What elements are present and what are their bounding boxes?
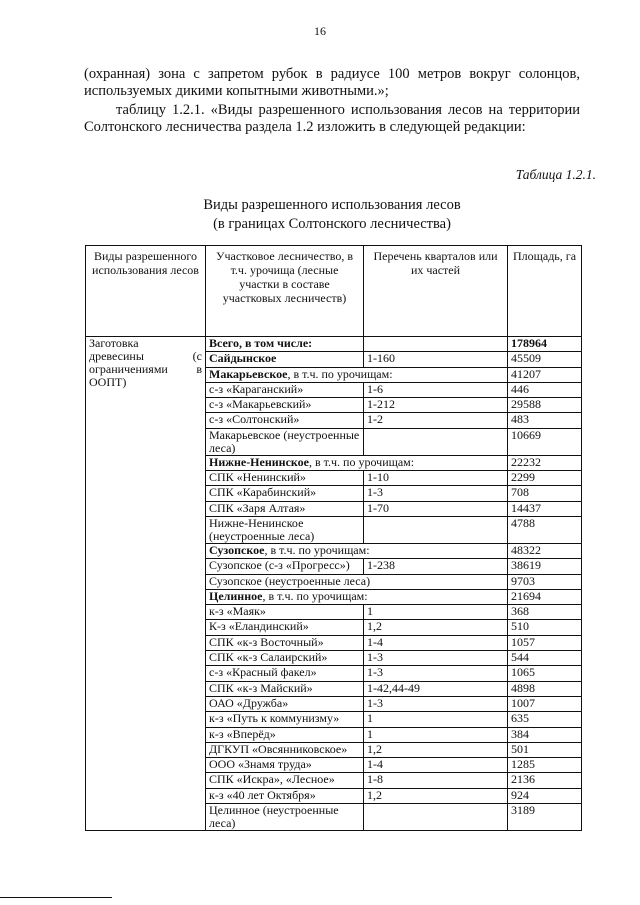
area-cell: 4898 — [508, 681, 582, 696]
area-cell: 483 — [508, 413, 582, 428]
area-cell: 3189 — [508, 804, 582, 831]
area-cell: 384 — [508, 727, 582, 742]
quarters-cell — [364, 804, 508, 831]
quarters-cell: 1-3 — [364, 666, 508, 681]
area-cell: 22232 — [508, 455, 582, 470]
use-type-line: древесины (с — [89, 349, 202, 363]
district-cell: с-з «Солтонский» — [206, 413, 364, 428]
district-cell: Всего, в том числе: — [206, 337, 364, 352]
page-number: 16 — [314, 24, 326, 38]
area-cell: 924 — [508, 788, 582, 803]
use-type-line: ограничениями в — [89, 362, 202, 376]
district-cell: к-з «Вперёд» — [206, 727, 364, 742]
district-suffix: , в т.ч. по урочищам: — [264, 542, 370, 557]
area-cell: 48322 — [508, 543, 582, 558]
quarters-cell: 1,2 — [364, 620, 508, 635]
quarters-cell: 1 — [364, 712, 508, 727]
district-cell: СПК «Карабинский» — [206, 486, 364, 501]
area-cell: 41207 — [508, 367, 582, 382]
district-name: Макарьевское — [209, 366, 288, 381]
district-cell: к-з «40 лет Октября» — [206, 788, 364, 803]
district-cell: Нижне-Ненинское (неустроенные леса) — [206, 516, 364, 543]
district-cell: СПК «Ненинский» — [206, 471, 364, 486]
area-cell: 708 — [508, 486, 582, 501]
header-area: Площадь, га — [508, 246, 582, 337]
area-cell: 21694 — [508, 589, 582, 604]
district-cell: Макарьевское (неустроенные леса) — [206, 428, 364, 455]
district-cell: К-з «Еландинский» — [206, 620, 364, 635]
quarters-cell: 1 — [364, 727, 508, 742]
area-cell: 178964 — [508, 337, 582, 352]
district-cell: ДГКУП «Овсянниковское» — [206, 742, 364, 757]
quarters-cell: 1-212 — [364, 398, 508, 413]
table-caption: Таблица 1.2.1. — [515, 167, 596, 182]
area-cell: 635 — [508, 712, 582, 727]
quarters-cell: 1,2 — [364, 788, 508, 803]
area-cell: 9703 — [508, 574, 582, 589]
district-cell — [206, 455, 508, 470]
district-cell: СПК «к-з Восточный» — [206, 635, 364, 650]
district-cell: Сузопское (с-з «Прогресс») — [206, 559, 364, 574]
district-suffix: , в т.ч. по урочищам: — [287, 366, 393, 381]
paragraph-table-instruction: таблицу 1.2.1. «Виды разрешенного использования лесов на территории Солтонского лесничества раздела 1.2 изложить в следующей редакции: — [84, 102, 580, 135]
district-cell — [206, 543, 508, 558]
area-cell: 368 — [508, 605, 582, 620]
district-name: Сузопское — [209, 542, 265, 557]
quarters-cell: 1-238 — [364, 559, 508, 574]
area-cell: 1057 — [508, 635, 582, 650]
quarters-cell: 1-8 — [364, 773, 508, 788]
area-cell: 446 — [508, 382, 582, 397]
table-title — [84, 196, 580, 234]
district-cell: СПК «к-з Салаирский» — [206, 651, 364, 666]
district-cell: с-з «Красный факел» — [206, 666, 364, 681]
district-cell: с-з «Макарьевский» — [206, 398, 364, 413]
quarters-cell: 1-160 — [364, 352, 508, 367]
quarters-cell: 1,2 — [364, 742, 508, 757]
use-type-line: ООПТ) — [89, 375, 127, 389]
district-cell: ООО «Знамя труда» — [206, 758, 364, 773]
quarters-cell — [364, 516, 508, 543]
header-quarters: Перечень кварталов или их частей — [364, 246, 508, 337]
district-cell: ОАО «Дружба» — [206, 696, 364, 711]
area-cell: 510 — [508, 620, 582, 635]
header-use-type: Виды разрешенного использования лесов — [86, 246, 206, 337]
district-name: Нижне-Ненинское — [209, 454, 309, 469]
quarters-cell — [364, 337, 508, 352]
area-cell: 14437 — [508, 501, 582, 516]
district-cell — [206, 589, 508, 604]
area-cell: 544 — [508, 651, 582, 666]
area-cell: 10669 — [508, 428, 582, 455]
area-cell: 45509 — [508, 352, 582, 367]
use-type-cell — [86, 337, 206, 831]
district-cell: Сайдынское — [206, 352, 364, 367]
district-cell: к-з «Путь к коммунизму» — [206, 712, 364, 727]
district-cell: с-з «Караганский» — [206, 382, 364, 397]
quarters-cell: 1-4 — [364, 758, 508, 773]
district-cell — [206, 367, 508, 382]
quarters-cell — [364, 428, 508, 455]
district-cell: к-з «Маяк» — [206, 605, 364, 620]
quarters-cell: 1-6 — [364, 382, 508, 397]
quarters-cell: 1-3 — [364, 651, 508, 666]
quarters-cell: 1-10 — [364, 471, 508, 486]
district-suffix: , в т.ч. по урочищам: — [262, 588, 368, 603]
quarters-cell: 1 — [364, 605, 508, 620]
district-cell: СПК «к-з Майский» — [206, 681, 364, 696]
area-cell: 501 — [508, 742, 582, 757]
district-suffix: , в т.ч. по урочищам: — [309, 454, 415, 469]
quarters-cell: 1-4 — [364, 635, 508, 650]
quarters-cell: 1-42,44-49 — [364, 681, 508, 696]
table-title-line2: (в границах Солтонского лесничества) — [213, 216, 451, 232]
district-cell: Целинное (неустроенные леса) — [206, 804, 364, 831]
district-cell: СПК «Искра», «Лесное» — [206, 773, 364, 788]
footnote-separator — [0, 897, 112, 898]
district-name: Целинное — [209, 588, 263, 603]
quarters-cell: 1-2 — [364, 413, 508, 428]
area-cell: 1065 — [508, 666, 582, 681]
paragraph-protected-zone: (охранная) зона с запретом рубок в радиусе 100 метров вокруг солонцов, используемых дикими копытными животными.»; — [84, 66, 580, 99]
area-cell: 4788 — [508, 516, 582, 543]
quarters-cell: 1-70 — [364, 501, 508, 516]
district-cell: СПК «Заря Алтая» — [206, 501, 364, 516]
area-cell: 38619 — [508, 559, 582, 574]
area-cell: 1285 — [508, 758, 582, 773]
header-district: Участковое лесничество, в т.ч. урочища (лесные участки в составе участковых лесничеств) — [206, 246, 364, 337]
area-cell: 29588 — [508, 398, 582, 413]
use-type-line: Заготовка — [89, 336, 139, 350]
area-cell: 2299 — [508, 471, 582, 486]
table-row — [86, 337, 582, 352]
table-title-line1: Виды разрешенного использования лесов — [203, 197, 461, 213]
quarters-cell: 1-3 — [364, 486, 508, 501]
forest-use-table — [85, 245, 582, 831]
area-cell: 2136 — [508, 773, 582, 788]
quarters-cell: 1-3 — [364, 696, 508, 711]
area-cell: 1007 — [508, 696, 582, 711]
district-cell: Сузопское (неустроенные леса) — [206, 574, 508, 589]
